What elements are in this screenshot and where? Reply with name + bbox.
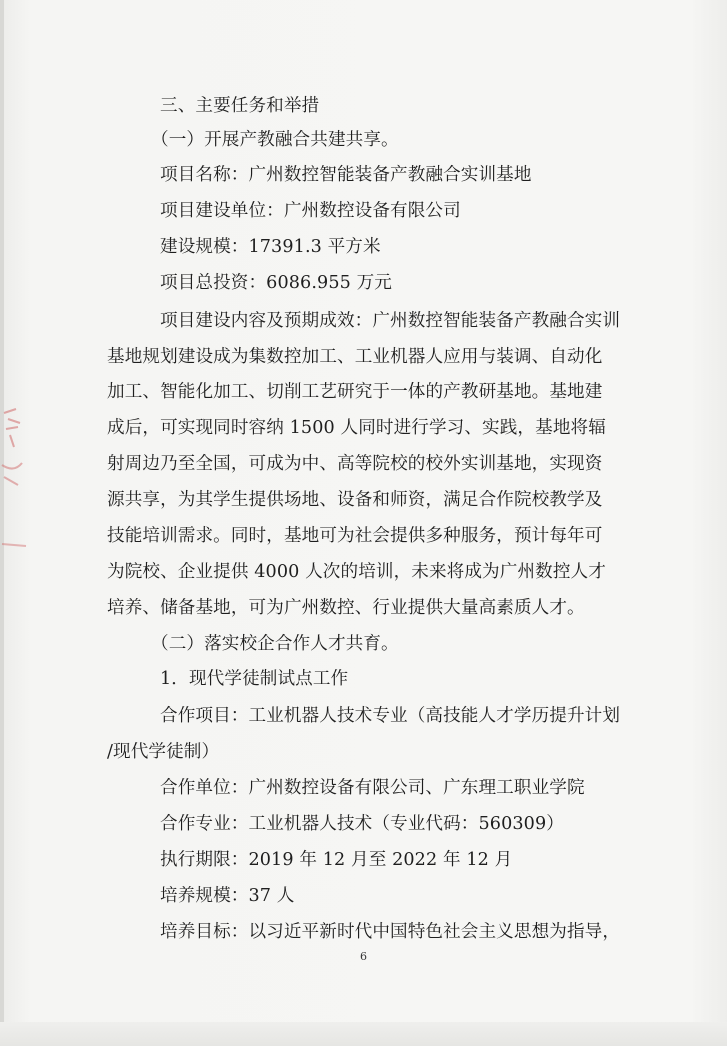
subsection-one-heading: （一）开展产教融合共建共享。 — [151, 130, 399, 150]
subsection-two-heading: （二）落实校企合作人才共育。 — [151, 634, 399, 654]
cooperation-scale: 培养规模：37 人 — [160, 886, 295, 906]
cooperation-period: 执行期限：2019 年 12 月至 2022 年 12 月 — [160, 850, 513, 870]
outcome-line-1: 项目建设内容及预期成效：广州数控智能装备产教融合实训 — [160, 311, 621, 331]
outcome-line-6: 源共享，为其学生提供场地、设备和师资，满足合作院校教学及 — [107, 490, 603, 510]
page-number: 6 — [360, 950, 367, 963]
scan-left-edge — [0, 0, 4, 1046]
outcome-line-9: 培养、储备基地，可为广州数控、行业提供大量高素质人才。 — [107, 598, 585, 618]
project-scale: 建设规模：17391.3 平方米 — [160, 237, 381, 257]
outcome-line-4: 成后，可实现同时容纳 1500 人同时进行学习、实践，基地将辐 — [107, 418, 606, 438]
outcome-line-8: 为院校、企业提供 4000 人次的培训，未来将成为广州数控人才 — [107, 562, 606, 582]
cooperation-project-line-2: /现代学徒制） — [107, 742, 220, 762]
project-investment: 项目总投资：6086.955 万元 — [160, 273, 392, 293]
project-unit: 项目建设单位：广州数控设备有限公司 — [160, 201, 461, 221]
section-three-heading: 三、主要任务和举措 — [160, 96, 320, 116]
cooperation-project-line-1: 合作项目：工业机器人技术专业（高技能人才学历提升计划 — [160, 706, 621, 726]
cooperation-major: 合作专业：工业机器人技术（专业代码：560309） — [160, 814, 564, 834]
outcome-line-3: 加工、智能化加工、切削工艺研究于一体的产教研基地。基地建 — [107, 382, 603, 402]
outcome-line-7: 技能培训需求。同时，基地可为社会提供多种服务，预计每年可 — [107, 526, 603, 546]
cooperation-units: 合作单位：广州数控设备有限公司、广东理工职业学院 — [160, 778, 585, 798]
seal-bleed-mark-top — [0, 405, 30, 455]
seal-bleed-mark-middle — [0, 455, 30, 505]
outcome-line-5: 射周边乃至全国，可成为中、高等院校的校外实训基地，实现资 — [107, 454, 603, 474]
item-one-heading: 1．现代学徒制试点工作 — [160, 669, 349, 689]
seal-bleed-mark-bottom — [0, 530, 30, 580]
outcome-line-2: 基地规划建设成为集数控加工、工业机器人应用与装调、自动化 — [107, 347, 603, 367]
project-name: 项目名称：广州数控智能装备产教融合实训基地 — [160, 165, 532, 185]
scan-bottom-edge — [0, 1022, 727, 1046]
cooperation-goal: 培养目标：以习近平新时代中国特色社会主义思想为指导， — [160, 922, 621, 942]
